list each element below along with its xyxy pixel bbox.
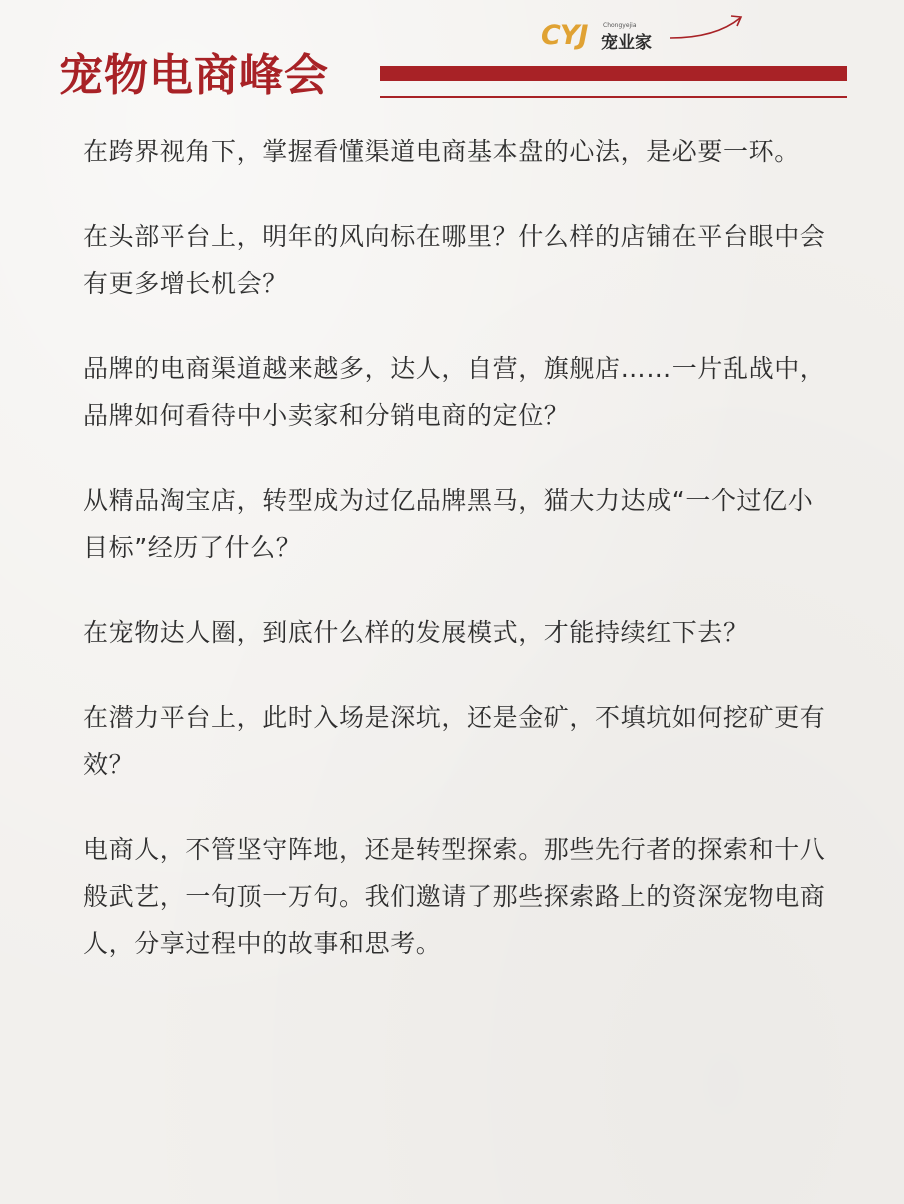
- page-title: 宠物电商峰会: [59, 50, 329, 101]
- curved-arrow-icon: [668, 10, 748, 44]
- paragraph: 从精品淘宝店，转型成为过亿品牌黑马，猫大力达成“一个过亿小目标”经历了什么？: [83, 486, 814, 562]
- paragraph: 品牌的电商渠道越来越多，达人，自营，旗舰店……一片乱战中，品牌如何看待中小卖家和分销电商的定位？: [83, 354, 826, 430]
- paragraph: 在宠物达人圈，到底什么样的发展模式，才能持续红下去？: [83, 618, 749, 647]
- logo-subtitle: Chongyejia: [603, 22, 637, 29]
- paragraph: 在潜力平台上，此时入场是深坑，还是金矿，不填坑如何挖矿更有效？: [83, 703, 826, 779]
- paragraph: 电商人，不管坚守阵地，还是转型探索。那些先行者的探索和十八般武艺，一句顶一万句。我们邀请了那些探索路上的资深宠物电商人，分享过程中的故事和思考。: [83, 835, 826, 958]
- title-divider-thin: [380, 96, 847, 98]
- article-body: [83, 128, 828, 1005]
- logo-name: 宠业家: [601, 33, 652, 53]
- paragraph: 在头部平台上，明年的风向标在哪里？什么样的店铺在平台眼中会有更多增长机会？: [83, 222, 826, 298]
- paragraph: 在跨界视角下，掌握看懂渠道电商基本盘的心法，是必要一环。: [83, 137, 800, 166]
- title-divider-thick: [380, 66, 847, 81]
- logo-mark: CYJ: [541, 20, 588, 51]
